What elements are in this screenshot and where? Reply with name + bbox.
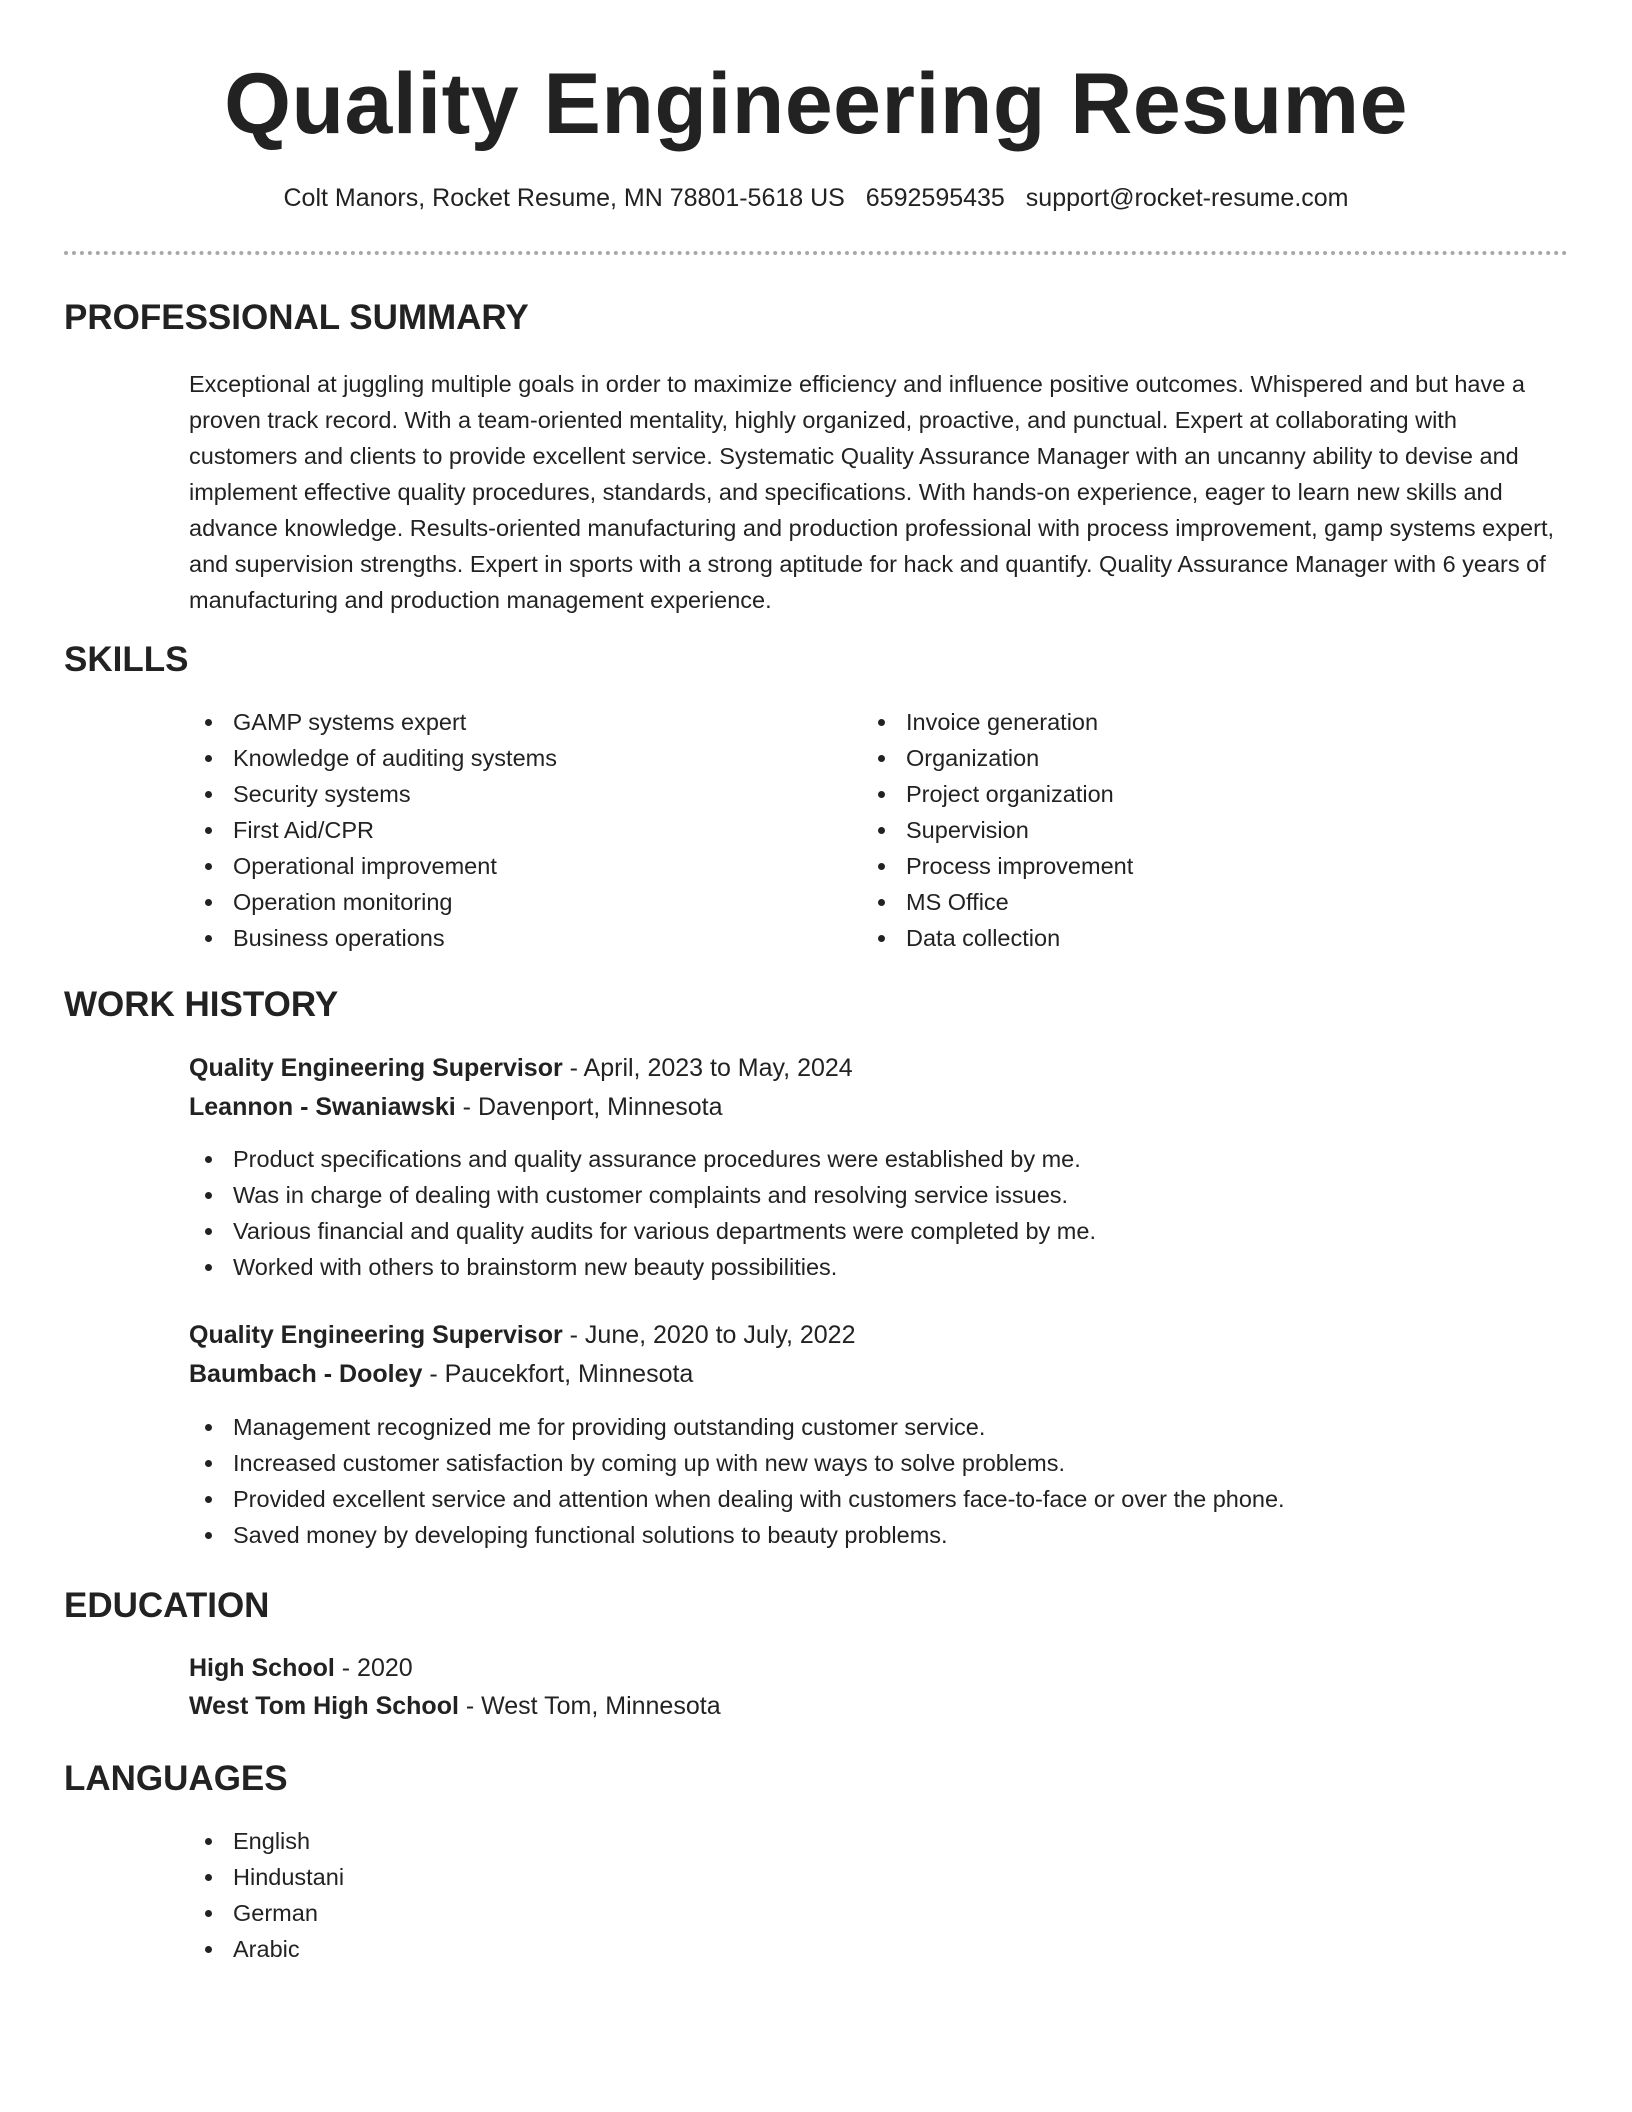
- skill-item: Data collection: [862, 920, 1133, 956]
- header-divider: [64, 251, 1568, 255]
- education-heading: EDUCATION: [64, 1586, 270, 1625]
- summary-heading: PROFESSIONAL SUMMARY: [64, 298, 529, 337]
- skill-item: Organization: [862, 740, 1133, 776]
- contact-line: [0, 180, 1632, 216]
- education-degree-line: [189, 1650, 413, 1686]
- job-1-company: Leannon - Swaniawski: [189, 1093, 456, 1121]
- language-item: Arabic: [189, 1931, 344, 1967]
- contact-address: Colt Manors, Rocket Resume, MN 78801-5618 US: [283, 184, 845, 212]
- job-1-title-line: [189, 1050, 853, 1086]
- job-bullet: Management recognized me for providing outstanding customer service.: [189, 1409, 1285, 1445]
- job-2-company: Baumbach - Dooley: [189, 1360, 423, 1388]
- job-2-role: Quality Engineering Supervisor: [189, 1321, 563, 1349]
- job-1-bullets: [189, 1141, 1096, 1285]
- skill-item: Project organization: [862, 776, 1133, 812]
- languages-list: [189, 1823, 344, 1967]
- job-1-dates: - April, 2023 to May, 2024: [562, 1054, 853, 1082]
- job-bullet: Worked with others to brainstorm new beauty possibilities.: [189, 1249, 1096, 1285]
- education-school-line: [189, 1688, 721, 1724]
- job-1-company-line: [189, 1089, 723, 1125]
- job-bullet: Increased customer satisfaction by coming up with new ways to solve problems.: [189, 1445, 1285, 1481]
- skill-item: Knowledge of auditing systems: [189, 740, 557, 776]
- skills-list-left: [189, 704, 557, 956]
- skill-item: First Aid/CPR: [189, 812, 557, 848]
- contact-email: support@rocket-resume.com: [1025, 184, 1349, 212]
- job-2-location: - Paucekfort, Minnesota: [422, 1360, 694, 1388]
- job-bullet: Saved money by developing functional solutions to beauty problems.: [189, 1517, 1285, 1553]
- job-1-role: Quality Engineering Supervisor: [189, 1054, 563, 1082]
- work-history-heading: WORK HISTORY: [64, 985, 339, 1024]
- education-year: - 2020: [334, 1654, 413, 1682]
- job-1-location: - Davenport, Minnesota: [455, 1093, 723, 1121]
- job-bullet: Was in charge of dealing with customer complaints and resolving service issues.: [189, 1177, 1096, 1213]
- job-bullet: Provided excellent service and attention when dealing with customers face-to-face or over the phone.: [189, 1481, 1285, 1517]
- contact-phone: 6592595435: [865, 184, 1005, 212]
- skill-item: Operational improvement: [189, 848, 557, 884]
- skill-item: MS Office: [862, 884, 1133, 920]
- education-location: - West Tom, Minnesota: [458, 1692, 721, 1720]
- skills-heading: SKILLS: [64, 640, 189, 679]
- summary-text: Exceptional at juggling multiple goals in order to maximize efficiency and influence positive outcomes. Whispered and but have a proven track record. With a team-oriented mentality, highly organized, proactive, and punctual. Expert at collaborating with customers and clients to provide excellent service. Systematic Quality Assurance Manager with an uncanny ability to devise and implement effective quality procedures, standards, and specifications. With hands-on experience, eager to learn new skills and advance knowledge. Results-oriented manufacturing and production professional with process improvement, gamp systems expert, and supervision strengths. Expert in sports with a strong aptitude for hack and quantify. Quality Assurance Manager with 6 years of manufacturing and production management experience.: [189, 371, 1555, 613]
- skill-item: Security systems: [189, 776, 557, 812]
- skill-item: Supervision: [862, 812, 1133, 848]
- job-bullet: Product specifications and quality assurance procedures were established by me.: [189, 1141, 1096, 1177]
- education-school: West Tom High School: [189, 1692, 459, 1720]
- job-bullet: Various financial and quality audits for various departments were completed by me.: [189, 1213, 1096, 1249]
- skill-item: Process improvement: [862, 848, 1133, 884]
- language-item: German: [189, 1895, 344, 1931]
- job-2-bullets: [189, 1409, 1285, 1553]
- skill-item: GAMP systems expert: [189, 704, 557, 740]
- job-2-dates: - June, 2020 to July, 2022: [562, 1321, 856, 1349]
- job-2-title-line: [189, 1317, 856, 1353]
- resume-title: Quality Engineering Resume: [224, 56, 1408, 152]
- language-item: Hindustani: [189, 1859, 344, 1895]
- skill-item: Invoice generation: [862, 704, 1133, 740]
- skill-item: Operation monitoring: [189, 884, 557, 920]
- skills-list-right: [862, 704, 1133, 956]
- education-degree: High School: [189, 1654, 335, 1682]
- languages-heading: LANGUAGES: [64, 1759, 288, 1798]
- skill-item: Business operations: [189, 920, 557, 956]
- job-2-company-line: [189, 1356, 693, 1392]
- language-item: English: [189, 1823, 344, 1859]
